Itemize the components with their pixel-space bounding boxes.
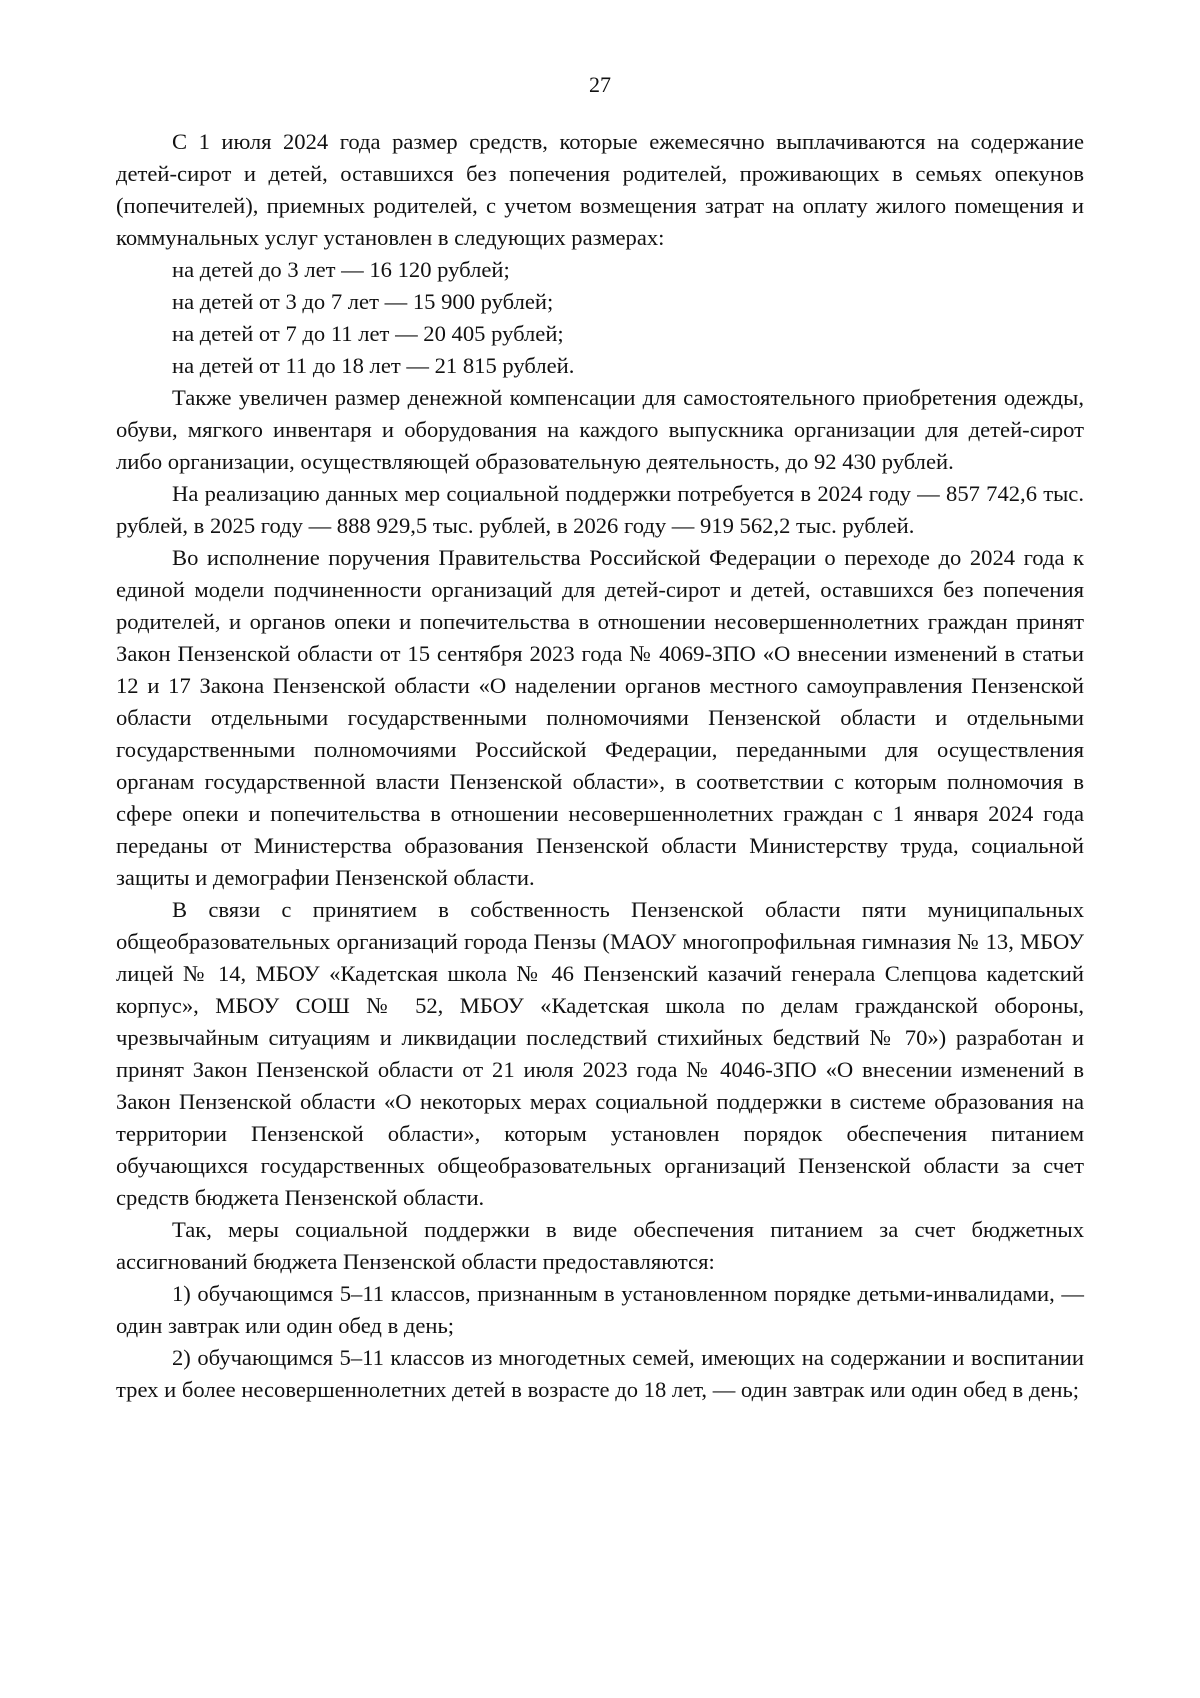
list-item-11-to-18: на детей от 11 до 18 лет — 21 815 рублей. [172, 353, 575, 378]
list-item-7-to-11: на детей от 7 до 11 лет — 20 405 рублей; [172, 321, 564, 346]
paragraph-schools-transfer-law: В связи с принятием в собственность Пензенской области пяти муниципальных общеобразовательных организаций города Пензы (МАОУ многопрофильная гимназия № 13, МБОУ лицей № 14, МБОУ «Кадетская школа № 46 Пензенский казачий генерала Слепцова кадетский корпус», МБОУ СОШ № 52, МБОУ «Кадетская школа по делам гражданской обороны, чрезвычайным ситуациям и ликвидации последствий стихийных бедствий № 70») разработан и принят Закон Пензенской области от 21 июля 2023 года № 4046-ЗПО «О внесении изменений в Закон Пензенской области «О некоторых мерах социальной поддержки в системе образования на территории Пензенской области», которым установлен порядок обеспечения питанием обучающихся государственных общеобразовательных организаций Пензенской области за счет средств бюджета Пензенской области. [116, 897, 1084, 1210]
paragraph-meal-support-intro: Так, меры социальной поддержки в виде обеспечения питанием за счет бюджетных ассигнований бюджета Пензенской области предоставляются: [116, 1217, 1084, 1274]
list-item-3-to-7: на детей от 3 до 7 лет — 15 900 рублей; [172, 289, 554, 314]
paragraph-funding-requirements: На реализацию данных мер социальной поддержки потребуется в 2024 году — 857 742,6 тыс. рублей, в 2025 году — 888 929,5 тыс. рублей, в 2026 году — 919 562,2 тыс. рублей. [116, 481, 1084, 538]
page-number: 27 [589, 72, 611, 97]
paragraph-maintenance-amounts: С 1 июля 2024 года размер средств, которые ежемесячно выплачиваются на содержание детей-сирот и детей, оставшихся без попечения родителей, проживающих в семьях опекунов (попечителей), приемных родителей, с учетом возмещения затрат на оплату жилого помещения и коммунальных услуг установлен в следующих размерах: [116, 129, 1084, 250]
paragraph-meal-support-item-2: 2) обучающимся 5–11 классов из многодетных семей, имеющих на содержании и воспитании трех и более несовершеннолетних детей в возрасте до 18 лет, — один завтрак или один обед в день; [116, 1345, 1084, 1402]
document-body [116, 126, 1084, 1406]
paragraph-guardianship-law: Во исполнение поручения Правительства Российской Федерации о переходе до 2024 года к единой модели подчиненности организаций для детей-сирот и детей, оставшихся без попечения родителей, и органов опеки и попечительства в отношении несовершеннолетних граждан принят Закон Пензенской области от 15 сентября 2023 года № 4069-ЗПО «О внесении изменений в статьи 12 и 17 Закона Пензенской области «О наделении органов местного самоуправления Пензенской области отдельными государственными полномочиями Пензенской области и отдельными государственными полномочиями Российской Федерации, переданными для осуществления органам государственной власти Пензенской области», в соответствии с которым полномочия в сфере опеки и попечительства в отношении несовершеннолетних граждан с 1 января 2024 года переданы от Министерства образования Пензенской области Министерству труда, социальной защиты и демографии Пензенской области. [116, 545, 1084, 890]
paragraph-meal-support-item-1: 1) обучающимся 5–11 классов, признанным в установленном порядке детьми-инвалидами, — один завтрак или один обед в день; [116, 1281, 1084, 1338]
list-item-under-3: на детей до 3 лет — 16 120 рублей; [172, 257, 510, 282]
paragraph-graduate-compensation: Также увеличен размер денежной компенсации для самостоятельного приобретения одежды, обуви, мягкого инвентаря и оборудования на каждого выпускника организации для детей-сирот либо организации, осуществляющей образовательную деятельность, до 92 430 рублей. [116, 385, 1084, 474]
